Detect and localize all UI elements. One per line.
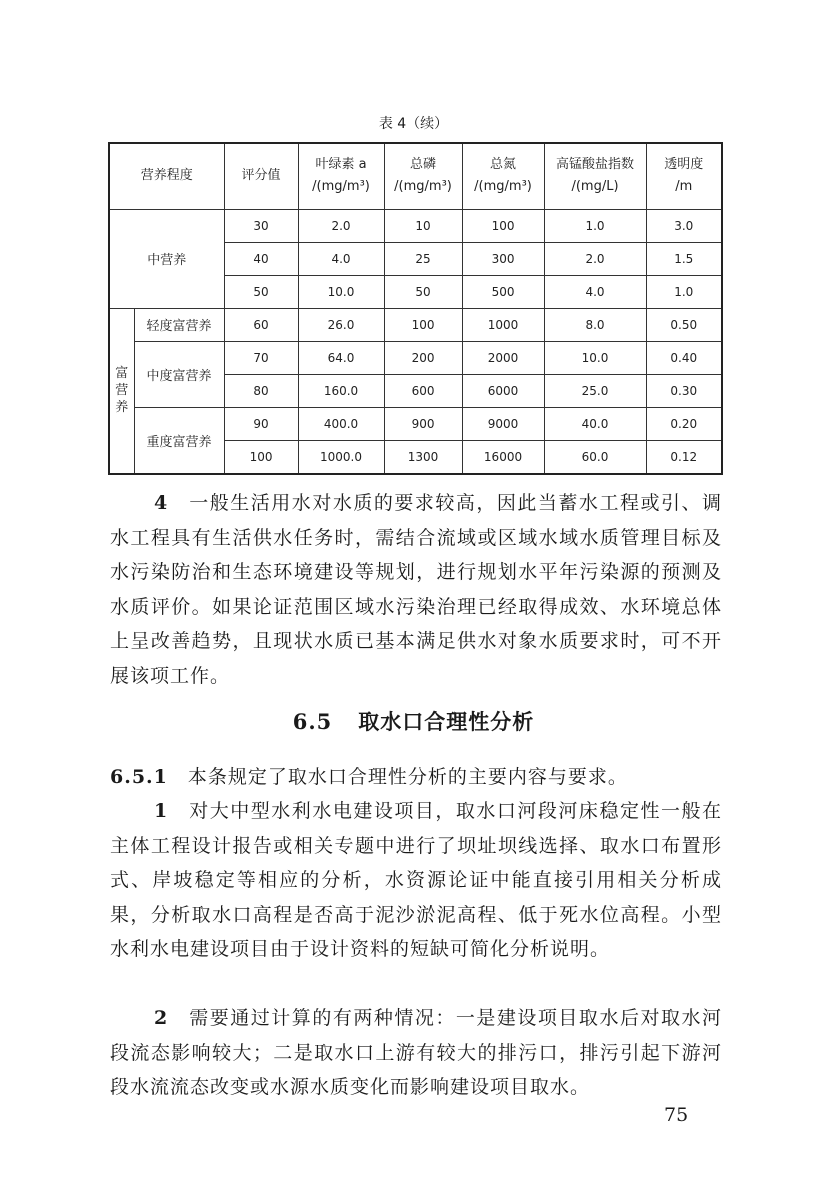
- cell: 4.0: [298, 242, 384, 275]
- paragraph-item-1: [110, 794, 722, 967]
- page-number: 75: [664, 1104, 689, 1126]
- subgroup-middle-eutrophic: 中度富营养: [134, 341, 224, 407]
- group-eutrophic-char: 营: [115, 383, 129, 398]
- cell: 300: [462, 242, 544, 275]
- header-chlorophyll: [298, 143, 384, 209]
- cell: 8.0: [544, 308, 646, 341]
- paragraph-text: 需要通过计算的有两种情况：一是建设项目取水后对取水河段流态影响较大；二是取水口上游有较大的排污口，排污引起下游河段水流流态改变或水源水质变化而影响建设项目取水。: [110, 1007, 722, 1098]
- subgroup-heavy-eutrophic: 重度富营养: [134, 407, 224, 474]
- cell: 30: [224, 209, 298, 242]
- cell: 90: [224, 407, 298, 440]
- cell: 26.0: [298, 308, 384, 341]
- table-row: [109, 341, 722, 374]
- header-tn-name: 总氮: [490, 157, 517, 173]
- cell: 1.0: [646, 275, 722, 308]
- cell: 6000: [462, 374, 544, 407]
- header-tn-unit: /(mg/m³): [474, 179, 532, 195]
- header-total-nitrogen: [462, 143, 544, 209]
- cell: 10.0: [544, 341, 646, 374]
- cell: 100: [384, 308, 462, 341]
- cell: 60: [224, 308, 298, 341]
- header-total-phosphorus: [384, 143, 462, 209]
- cell: 2.0: [298, 209, 384, 242]
- cell: 60.0: [544, 440, 646, 474]
- cell: 0.12: [646, 440, 722, 474]
- cell: 40: [224, 242, 298, 275]
- paragraph-text: 一般生活用水对水质的要求较高，因此当蓄水工程或引、调水工程具有生活供水任务时，需结合流域或区域水域水质管理目标及水污染防治和生态环境建设等规划，进行规划水平年污染源的预测及水质评价。如果论证范围区域水污染治理已经取得成效、水环境总体上呈改善趋势，且现状水质已基本满足供水对象水质要求时，可不开展该项工作。: [110, 492, 722, 687]
- cell: 900: [384, 407, 462, 440]
- cell: 1000.0: [298, 440, 384, 474]
- subgroup-light-eutrophic: 轻度富营养: [134, 308, 224, 341]
- cell: 40.0: [544, 407, 646, 440]
- cell: 200: [384, 341, 462, 374]
- header-tp-name: 总磷: [410, 157, 437, 173]
- header-chlorophyll-name: 叶绿素 a: [315, 157, 367, 173]
- table-row: [109, 407, 722, 440]
- table-row: [109, 308, 722, 341]
- cell: 0.40: [646, 341, 722, 374]
- cell: 0.30: [646, 374, 722, 407]
- cell: 100: [224, 440, 298, 474]
- header-chlorophyll-unit: /(mg/m³): [312, 179, 370, 195]
- cell: 2.0: [544, 242, 646, 275]
- cell: 1000: [462, 308, 544, 341]
- cell: 70: [224, 341, 298, 374]
- cell: 160.0: [298, 374, 384, 407]
- table-caption: 表 4（续）: [378, 116, 449, 132]
- paragraph-text: 对大中型水利水电建设项目，取水口河段河床稳定性一般在主体工程设计报告或相关专题中进行了坝址坝线选择、取水口布置形式、岸坡稳定等相应的分析，水资源论证中能直接引用相关分析成果，分析取水口高程是否高于泥沙淤泥高程、低于死水位高程。小型水利水电建设项目由于设计资料的短缺可简化分析说明。: [110, 800, 722, 960]
- cell: 1.0: [544, 209, 646, 242]
- cell: 4.0: [544, 275, 646, 308]
- item-number: 1: [154, 800, 169, 822]
- item-number: 4: [154, 492, 169, 514]
- item-number: 2: [154, 1007, 169, 1029]
- cell: 3.0: [646, 209, 722, 242]
- cell: 16000: [462, 440, 544, 474]
- cell: 400.0: [298, 407, 384, 440]
- clause-number: 6.5.1: [110, 766, 168, 788]
- cell: 10: [384, 209, 462, 242]
- cell: 10.0: [298, 275, 384, 308]
- cell: 64.0: [298, 341, 384, 374]
- trophic-level-table: [108, 142, 723, 475]
- cell: 1300: [384, 440, 462, 474]
- header-level: 营养程度: [109, 143, 224, 209]
- cell: 25.0: [544, 374, 646, 407]
- cell: 50: [224, 275, 298, 308]
- cell: 80: [224, 374, 298, 407]
- section-number: 6.5: [292, 709, 333, 734]
- group-eutrophic: [109, 308, 134, 474]
- section-title: 取水口合理性分析: [358, 710, 535, 734]
- header-permanganate-index: [544, 143, 646, 209]
- header-sd-name: 透明度: [664, 157, 704, 173]
- cell: 100: [462, 209, 544, 242]
- header-sd-unit: /m: [675, 179, 693, 195]
- clause-6-5-1: [110, 760, 722, 795]
- cell: 1.5: [646, 242, 722, 275]
- header-transparency: [646, 143, 722, 209]
- section-heading: [0, 706, 827, 736]
- paragraph-item-4: [110, 486, 722, 693]
- table-row: [109, 209, 722, 242]
- header-score: 评分值: [224, 143, 298, 209]
- cell: 50: [384, 275, 462, 308]
- cell: 25: [384, 242, 462, 275]
- cell: 0.50: [646, 308, 722, 341]
- paragraph-item-2: [110, 1001, 722, 1105]
- header-cod-name: 高锰酸盐指数: [556, 157, 635, 173]
- clause-text: 本条规定了取水口合理性分析的主要内容与要求。: [187, 766, 628, 788]
- group-eutrophic-char: 养: [115, 400, 129, 415]
- table-header-row: [109, 143, 722, 209]
- group-mesotrophic: 中营养: [109, 209, 224, 308]
- header-cod-unit: /(mg/L): [571, 179, 619, 195]
- group-eutrophic-char: 富: [115, 366, 129, 381]
- header-tp-unit: /(mg/m³): [394, 179, 452, 195]
- cell: 0.20: [646, 407, 722, 440]
- cell: 500: [462, 275, 544, 308]
- cell: 9000: [462, 407, 544, 440]
- cell: 600: [384, 374, 462, 407]
- cell: 2000: [462, 341, 544, 374]
